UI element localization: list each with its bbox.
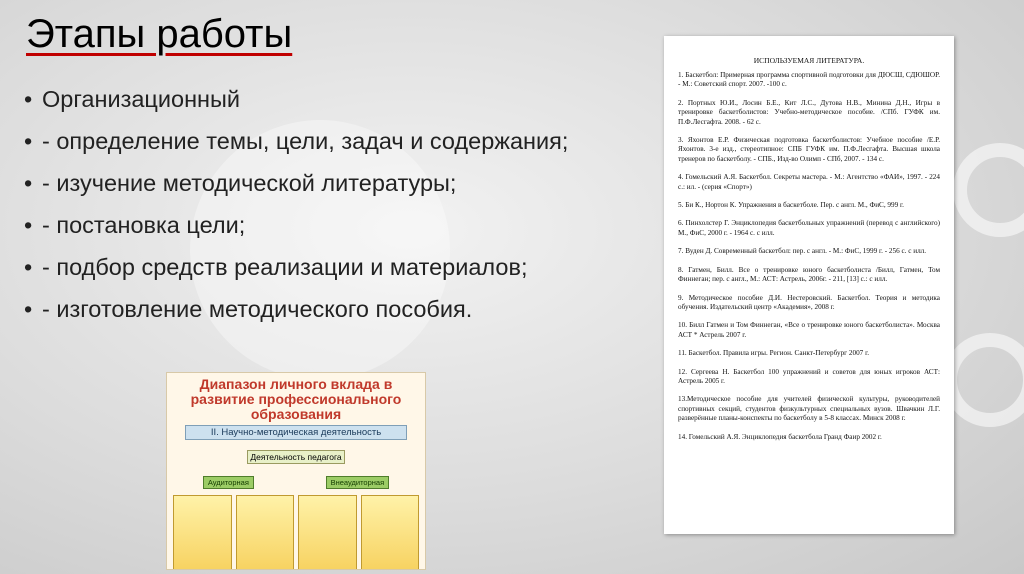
literature-heading: ИСПОЛЬЗУЕМАЯ ЛИТЕРАТУРА.	[753, 56, 865, 65]
diagram-title: Диапазон личного вклада в развитие профессионального образования	[190, 376, 402, 422]
stage-item: • - подбор средств реализации и материалов;	[24, 252, 634, 283]
literature-item: 4. Гомельский А.Я. Баскетбол. Секреты мастера. - М.: Агентство «ФАИ», 1997. - 224 с.: ил. - (серия «Спорт»)	[678, 173, 940, 191]
literature-item: 14. Гомельский А.Я. Энциклопедия баскетбола Гранд Фаир 2002 г.	[678, 432, 882, 441]
diagram-column	[361, 495, 420, 570]
stage-item: • Организационный	[24, 84, 634, 115]
literature-item: 12. Сергеева Н. Баскетбол 100 упражнений и советов для юных игроков АСТ: Астрель 2005 г.	[678, 367, 940, 385]
methodology-diagram-image	[166, 372, 426, 570]
stage-item: • - определение темы, цели, задач и содержания;	[24, 126, 634, 157]
literature-item: 13.Методическое пособие для учителей физической культуры, руководителей спортивных секций, студентов физкультурных специальных вузов. Швачкин Л.Г. разверённые планы-конспекты по баскетболу в 5-8 классах. Минск 2008 г.	[678, 395, 940, 423]
literature-item: 7. Вуден Д. Современный баскетбол: пер. с англ. - М.: ФиС, 1999 г. - 256 с. с илл.	[678, 247, 927, 256]
stage-list	[24, 84, 634, 336]
literature-item: 2. Портных Ю.И., Лосин Б.Е., Кит Л.С., Дутова Н.В., Минина Д.Н., Игры в тренировке баскетболистов: Учебно-методическое пособие. /СПб. ГУФК им. П.Ф.Лесгафта. 2008. - 62 с.	[678, 98, 940, 126]
diagram-subtitle: II. Научно-методическая деятельность	[185, 425, 407, 440]
literature-item: 6. Пинхолстер Г. Энциклопедия баскетбольных упражнений (перевод с английского) М., ФиС, 2000 г. - 1964 с. с илл.	[678, 219, 940, 237]
diagram-tag-right: Внеаудиторная	[326, 476, 390, 489]
literature-document	[664, 36, 954, 534]
literature-item: 8. Гатмен, Билл. Все о тренировке юного баскетболиста /Билл, Гатмен, Том Финнеган; пер. с англ., М.: АСТ: Астрель, 2006г. - 211, [13] с.: с илл.	[678, 265, 940, 284]
stage-item: • - постановка цели;	[24, 210, 634, 241]
diagram-column	[173, 495, 232, 570]
diagram-columns	[173, 495, 419, 570]
literature-item: 9. Методическое пособие Д.И. Нестеровский. Баскетбол. Теория и методика обучения. Издательский центр «Академия», 2008 г.	[678, 293, 940, 311]
diagram-tag-left: Аудиторная	[203, 476, 254, 489]
diagram-center-box: Деятельность педагога	[247, 450, 345, 464]
diagram-column	[298, 495, 357, 570]
stage-item: • - изучение методической литературы;	[24, 168, 634, 199]
literature-item: 3. Яхонтов Е.Р. Физическая подготовка баскетболистов: Учебное пособие /Е.Р. Яхонтов. 3-е изд., стереотипное: СПБ ГУФК им. П.Ф.Лесгафта. Высшая школа тренеров по баскетболу. - СПБ., Изд-во Олимп - СПб, 2007. - 134 с.	[678, 136, 940, 163]
slide-title: Этапы работы	[26, 12, 293, 56]
diagram-tag-row	[167, 476, 425, 489]
diagram-column	[236, 495, 295, 570]
literature-item: 1. Баскетбол: Примерная программа спортивной подготовки для ДЮСШ, СДЮШОР. - М.: Советский спорт. 2007. -100 с.	[678, 71, 940, 89]
stage-item: • - изготовление методического пособия.	[24, 294, 634, 325]
literature-item: 11. Баскетбол. Правила игры. Регион. Санкт-Петербург 2007 г.	[678, 349, 870, 358]
literature-item: 5. Би К., Нортон К. Упражнения в баскетболе. Пер. с англ. М., ФиС, 999 г.	[678, 201, 904, 210]
literature-item: 10. Билл Гатмен и Том Финнеган, «Все о тренировке юного баскетболиста». Москва АСТ * Астрель 2007 г.	[678, 321, 940, 339]
